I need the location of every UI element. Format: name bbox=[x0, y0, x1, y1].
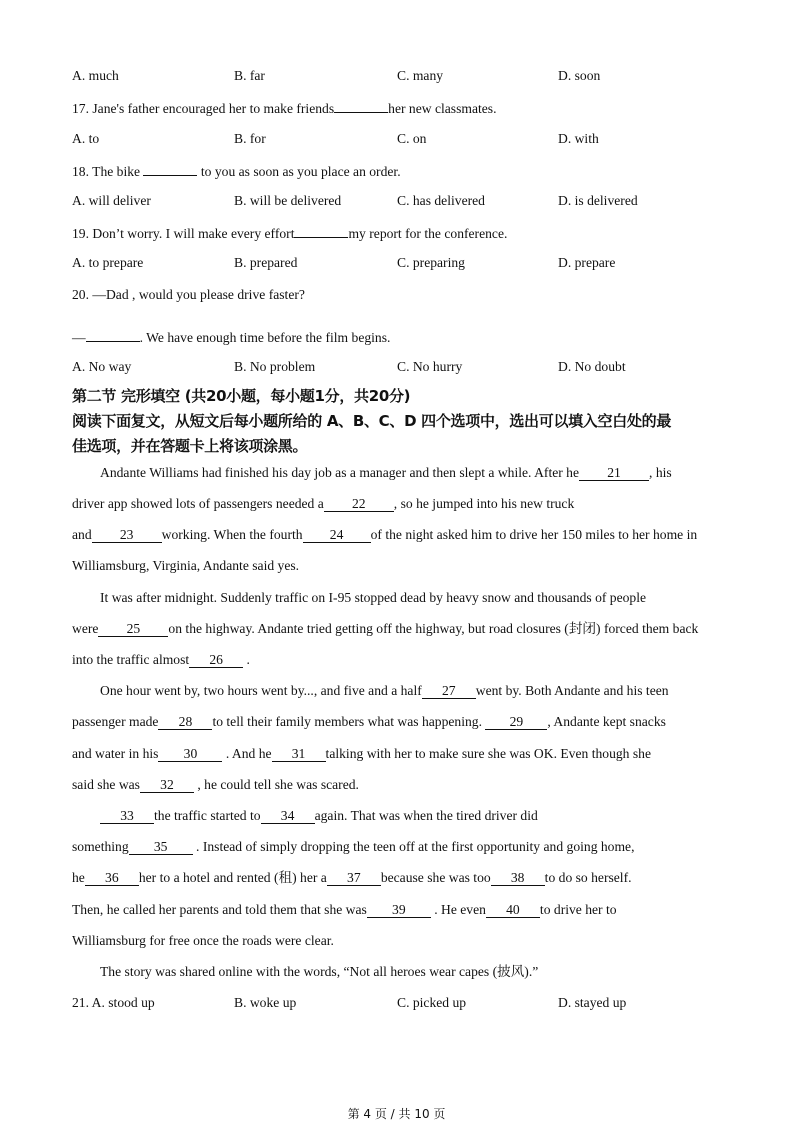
text-segment: and water in his bbox=[72, 746, 159, 761]
option-c: C. many bbox=[397, 68, 444, 83]
option-a: A. will deliver bbox=[72, 193, 151, 208]
text-segment: to tell their family members what was happening. bbox=[212, 714, 486, 729]
passage-line bbox=[72, 901, 617, 919]
option-c: C. picked up bbox=[397, 995, 467, 1010]
text-segment: and bbox=[72, 527, 92, 542]
cloze-blank-27: 27 bbox=[422, 683, 476, 699]
text-segment: to you as soon as you place an order. bbox=[197, 164, 401, 179]
text-segment: on the highway. Andante tried getting off the highway, but road closures (封闭) forced them back bbox=[168, 621, 699, 636]
text-segment: . We have enough time before the film begins. bbox=[139, 330, 391, 345]
cloze-blank-33: 33 bbox=[100, 808, 154, 824]
question-stem bbox=[72, 223, 507, 243]
option-d: D. No doubt bbox=[558, 359, 626, 374]
text-segment: It was after midnight. Suddenly traffic on I-95 stopped dead by heavy snow and thousands of people bbox=[100, 590, 647, 605]
cloze-blank-40: 40 bbox=[486, 902, 540, 918]
text-segment: Williamsburg for free once the roads were clear. bbox=[72, 933, 334, 948]
option-b: B. prepared bbox=[234, 255, 298, 270]
section-instruction: 阅读下面复文，从短文后每小题所给的 A、B、C、D 四个选项中，选出可以填入空白处的最 bbox=[72, 412, 672, 430]
option-a: A. much bbox=[72, 68, 119, 83]
option-d: D. stayed up bbox=[558, 995, 627, 1010]
cloze-blank-25: 25 bbox=[98, 621, 168, 637]
text-segment: went by. Both Andante and his teen bbox=[475, 683, 669, 698]
passage-line bbox=[72, 620, 698, 638]
passage-line bbox=[72, 526, 697, 544]
section-title: 第二节 完形填空 (共20小题，每小题1分，共20分) bbox=[72, 387, 411, 405]
option-c: C. No hurry bbox=[397, 359, 463, 374]
cloze-blank-21: 21 bbox=[579, 465, 649, 481]
text-segment: 19. Don’t worry. I will make every effort bbox=[72, 226, 295, 241]
text-segment: were bbox=[72, 621, 99, 636]
option-b: B. No problem bbox=[234, 359, 316, 374]
option-a: A. to bbox=[72, 131, 100, 146]
cloze-blank-24: 24 bbox=[303, 527, 371, 543]
cloze-blank-23: 23 bbox=[92, 527, 162, 543]
option-a: A. No way bbox=[72, 359, 132, 374]
text-segment: working. When the fourth bbox=[161, 527, 303, 542]
cloze-blank-37: 37 bbox=[327, 870, 381, 886]
text-segment: he bbox=[72, 870, 85, 885]
text-segment: her new classmates. bbox=[388, 101, 497, 116]
option-b: B. woke up bbox=[234, 995, 297, 1010]
text-segment: again. That was when the tired driver did bbox=[314, 808, 538, 823]
text-segment: to drive her to bbox=[539, 902, 617, 917]
text-segment: of the night asked him to drive her 150 miles to her home in bbox=[370, 527, 698, 542]
section-instruction: 佳选项，并在答题卡上将该项涂黑。 bbox=[72, 437, 308, 455]
cloze-blank-38: 38 bbox=[491, 870, 545, 886]
passage-line bbox=[100, 963, 538, 981]
passage-line bbox=[72, 869, 632, 887]
text-segment: Williamsburg, Virginia, Andante said yes. bbox=[72, 558, 300, 573]
text-segment: — bbox=[72, 330, 86, 345]
option-c: C. has delivered bbox=[397, 193, 485, 208]
text-segment: passenger made bbox=[72, 714, 159, 729]
page-footer: 第 4 页 / 共 10 页 bbox=[347, 1107, 446, 1121]
text-segment: because she was too bbox=[380, 870, 491, 885]
question-stem bbox=[72, 327, 390, 347]
option-b: B. for bbox=[234, 131, 266, 146]
cloze-blank-29: 29 bbox=[485, 714, 547, 730]
text-segment: . Instead of simply dropping the teen off at the first opportunity and going home, bbox=[192, 839, 635, 854]
passage-line bbox=[72, 776, 359, 794]
cloze-blank-32: 32 bbox=[140, 777, 194, 793]
option-d: D. prepare bbox=[558, 255, 616, 270]
text-segment: , so he jumped into his new truck bbox=[393, 496, 575, 511]
option-d: D. with bbox=[558, 131, 599, 146]
text-segment: Then, he called her parents and told them that she was bbox=[72, 902, 367, 917]
passage-line bbox=[72, 495, 574, 513]
cloze-blank-39: 39 bbox=[367, 902, 431, 918]
text-segment: 18. The bike bbox=[72, 164, 144, 179]
text-segment: said she was bbox=[72, 777, 140, 792]
text-segment: her to a hotel and rented (租) her a bbox=[138, 870, 327, 885]
option-b: B. far bbox=[234, 68, 265, 83]
text-segment: the traffic started to bbox=[154, 808, 261, 823]
passage-line bbox=[72, 651, 250, 669]
option-d: D. is delivered bbox=[558, 193, 638, 208]
passage-line bbox=[72, 557, 299, 575]
passage-line bbox=[100, 807, 538, 825]
text-segment: , his bbox=[649, 465, 672, 480]
question-stem bbox=[72, 98, 496, 118]
passage-line bbox=[72, 838, 634, 856]
passage-line bbox=[100, 682, 669, 700]
text-segment: driver app showed lots of passengers needed a bbox=[72, 496, 324, 511]
answer-blank bbox=[334, 98, 388, 113]
passage-line bbox=[100, 464, 672, 482]
passage-line bbox=[100, 589, 646, 607]
text-segment: to do so herself. bbox=[544, 870, 632, 885]
text-segment: , Andante kept snacks bbox=[547, 714, 666, 729]
cloze-blank-36: 36 bbox=[85, 870, 139, 886]
cloze-blank-30: 30 bbox=[158, 746, 222, 762]
text-segment: Andante Williams had finished his day job as a manager and then slept a while. After he bbox=[100, 465, 580, 480]
text-segment: The story was shared online with the words, “Not all heroes wear capes (披风).” bbox=[100, 964, 539, 979]
text-segment: One hour went by, two hours went by..., and five and a half bbox=[100, 683, 422, 698]
answer-blank bbox=[86, 327, 140, 342]
text-segment: . bbox=[243, 652, 250, 667]
text-segment: . He even bbox=[430, 902, 486, 917]
cloze-blank-31: 31 bbox=[272, 746, 326, 762]
cloze-blank-35: 35 bbox=[129, 839, 193, 855]
text-segment: my report for the conference. bbox=[348, 226, 508, 241]
passage-line bbox=[72, 713, 666, 731]
answer-blank bbox=[143, 161, 197, 176]
cloze-blank-28: 28 bbox=[158, 714, 212, 730]
passage-line bbox=[72, 745, 651, 763]
text-segment: into the traffic almost bbox=[72, 652, 190, 667]
option-a: A. to prepare bbox=[72, 255, 144, 270]
text-segment: something bbox=[72, 839, 129, 854]
question-stem bbox=[72, 286, 305, 304]
text-segment: . And he bbox=[222, 746, 272, 761]
option-a: 21. A. stood up bbox=[72, 995, 155, 1010]
cloze-blank-22: 22 bbox=[324, 496, 394, 512]
option-c: C. preparing bbox=[397, 255, 465, 270]
text-segment: 17. Jane's father encouraged her to make friends bbox=[72, 101, 335, 116]
option-d: D. soon bbox=[558, 68, 601, 83]
option-c: C. on bbox=[397, 131, 427, 146]
option-b: B. will be delivered bbox=[234, 193, 342, 208]
question-stem bbox=[72, 161, 401, 181]
text-segment: 20. —Dad , would you please drive faster? bbox=[72, 287, 305, 302]
text-segment: talking with her to make sure she was OK. Even though she bbox=[325, 746, 651, 761]
answer-blank bbox=[294, 223, 348, 238]
cloze-blank-26: 26 bbox=[189, 652, 243, 668]
cloze-blank-34: 34 bbox=[261, 808, 315, 824]
passage-line bbox=[72, 932, 334, 950]
text-segment: , he could tell she was scared. bbox=[193, 777, 359, 792]
